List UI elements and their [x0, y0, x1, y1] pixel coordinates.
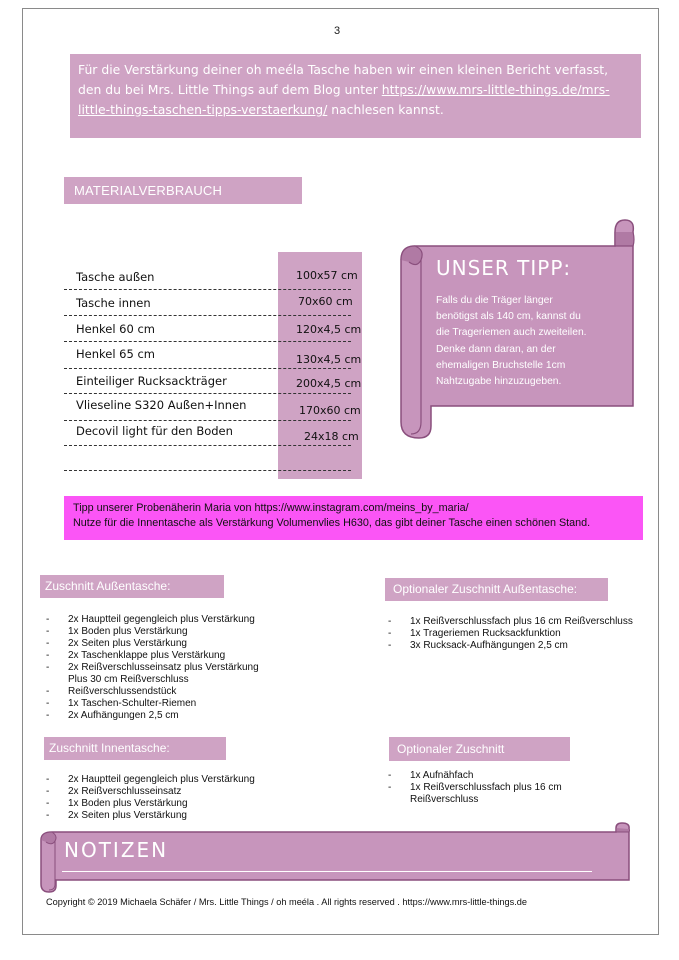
optional-heading: Optionaler Zuschnitt: [389, 737, 570, 761]
tester-tip-line: Tipp unserer Probenäherin Maria von https://www.instagram.com/meins_by_maria/: [73, 502, 469, 514]
intro-box: [70, 54, 641, 138]
list-item: - 2x Aufhängungen 2,5 cm: [46, 710, 179, 721]
optional-aussen-heading: Optionaler Zuschnitt Außentasche:: [385, 578, 608, 601]
notes-title: NOTIZEN: [64, 838, 169, 862]
list-item: - 1x Trageriemen Rucksackfunktion: [388, 628, 561, 639]
material-label: Vlieseline S320 Außen+Innen: [76, 398, 247, 412]
material-label: Decovil light für den Boden: [76, 424, 233, 438]
tip-text: [436, 293, 626, 390]
row-divider: [64, 420, 351, 421]
material-value: 120x4,5 cm: [296, 323, 362, 336]
list-item: - 1x Reißverschlussfach plus 16 cm Reißverschluss: [388, 616, 633, 627]
list-item: - 2x Seiten plus Verstärkung: [46, 810, 187, 821]
material-heading: MATERIALVERBRAUCH: [64, 177, 302, 204]
list-item: Reißverschluss: [410, 794, 479, 805]
intro-text-end: nachlesen kannst.: [327, 102, 444, 117]
tip-line: die Trageriemen auch zweiteilen.: [436, 327, 587, 339]
row-divider: [64, 393, 351, 394]
optional-list: [388, 770, 562, 806]
row-divider: [64, 341, 351, 342]
tester-tip-line: Nutze für die Innentasche als Verstärkung Volumenvlies H630, das gibt deiner Tasche einen schönen Stand.: [73, 516, 591, 529]
list-item: - 1x Aufnähfach: [388, 770, 474, 781]
tip-line: benötigst als 140 cm, kannst du: [436, 311, 581, 323]
list-item: - 1x Boden plus Verstärkung: [46, 626, 188, 637]
tip-title: UNSER TIPP:: [436, 256, 572, 280]
material-label: Tasche außen: [76, 270, 155, 284]
row-divider: [64, 289, 351, 290]
list-item: - Reißverschlussendstück: [46, 686, 177, 697]
material-label: Tasche innen: [76, 296, 151, 310]
zuschnitt-innen-list: [46, 774, 255, 822]
row-divider: [64, 315, 351, 316]
row-divider: [64, 368, 351, 369]
tester-tip-box: [64, 496, 643, 540]
list-item: - 2x Reißverschlusseinsatz plus Verstärkung: [46, 662, 259, 673]
row-divider: [64, 470, 351, 471]
zuschnitt-aussen-heading: Zuschnitt Außentasche:: [40, 575, 224, 598]
intro-text: Für die Verstärkung deiner oh meéla Tasche haben wir einen kleinen Bericht verfasst, den du bei Mrs. Little Things auf dem Blog unter: [78, 62, 609, 97]
tip-line: Nahtzugabe hinzuzugeben.: [436, 376, 562, 388]
list-item: Plus 30 cm Reißverschluss: [68, 674, 189, 685]
material-value: 170x60 cm: [299, 404, 361, 417]
tip-line: ehemaligen Bruchstelle 1cm: [436, 359, 566, 371]
material-value: 100x57 cm: [296, 269, 358, 282]
material-value: 130x4,5 cm: [296, 353, 362, 366]
zuschnitt-innen-heading: Zuschnitt Innentasche:: [44, 737, 226, 760]
list-item: - 2x Seiten plus Verstärkung: [46, 638, 187, 649]
row-divider: [64, 445, 351, 446]
material-label: Henkel 65 cm: [76, 347, 156, 361]
material-label: Einteiliger Rucksackträger: [76, 374, 227, 388]
blog-link[interactable]: https://www.mrs-little-things.de/mrs-little-things-taschen-tipps-verstaerkung/: [78, 82, 610, 117]
material-label: Henkel 60 cm: [76, 322, 156, 336]
page-number: 3: [334, 25, 341, 37]
list-item: - 1x Taschen-Schulter-Riemen: [46, 698, 197, 709]
list-item: - 3x Rucksack-Aufhängungen 2,5 cm: [388, 640, 568, 651]
material-value: 24x18 cm: [304, 430, 359, 443]
copyright-footer: Copyright © 2019 Michaela Schäfer / Mrs. Little Things / oh meéla . All rights reserved . https://www.mrs-little-things.de: [46, 897, 527, 907]
list-item: - 2x Reißverschlusseinsatz: [46, 786, 182, 797]
list-item: - 2x Taschenklappe plus Verstärkung: [46, 650, 226, 661]
list-item: - 1x Boden plus Verstärkung: [46, 798, 188, 809]
notes-line: [62, 871, 592, 872]
list-item: - 2x Hauptteil gegengleich plus Verstärkung: [46, 614, 255, 625]
material-value: 200x4,5 cm: [296, 377, 362, 390]
material-value: 70x60 cm: [298, 295, 353, 308]
list-item: - 1x Reißverschlussfach plus 16 cm: [388, 782, 562, 793]
list-item: - 2x Hauptteil gegengleich plus Verstärkung: [46, 774, 255, 785]
optional-aussen-list: [388, 616, 633, 652]
tip-line: Denke dann daran, an der: [436, 343, 556, 355]
tip-line: Falls du die Träger länger: [436, 295, 553, 306]
zuschnitt-aussen-list: [46, 614, 259, 722]
